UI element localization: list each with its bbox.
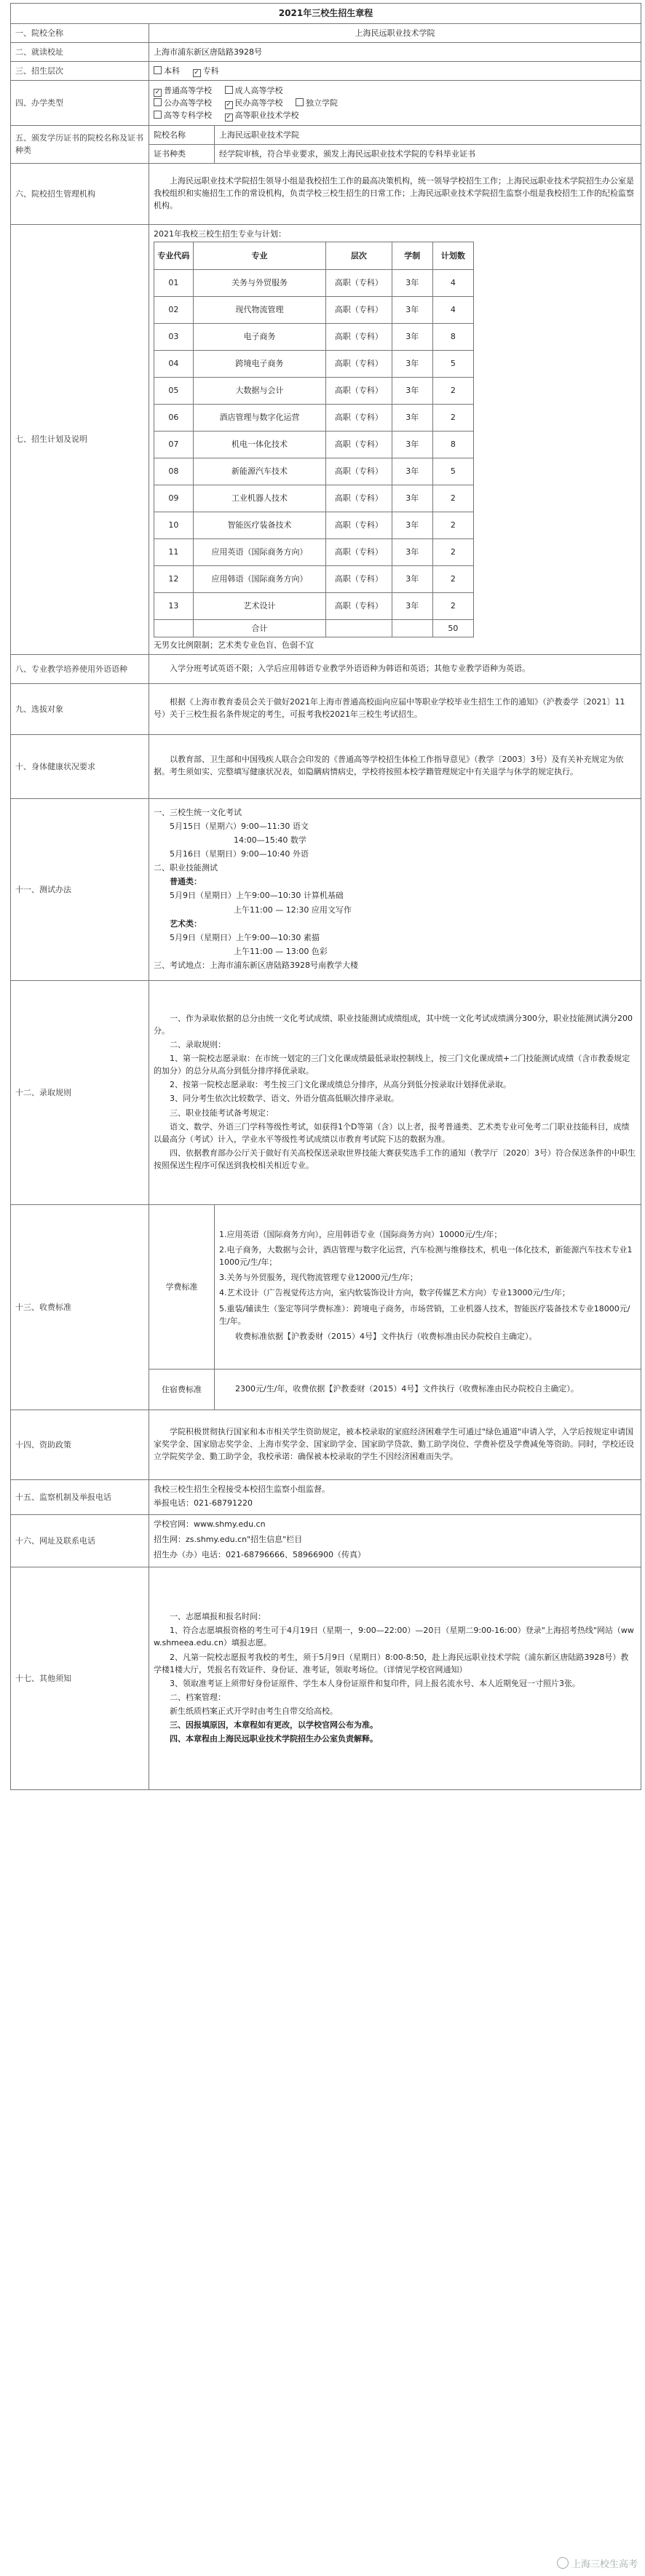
value-language: 入学分班考试英语不限；入学后应用韩语专业教学外语语种为韩语和英语；其他专业教学语种为英语。 [149,654,641,683]
plan-code: 05 [154,377,194,404]
plan-row [154,512,474,538]
test-d4b: 上午11:00 — 13:00 色彩 [234,946,328,956]
test-d2: 5月16日（星期日）9:00—10:40 外语 [170,849,309,859]
plan-major: 酒店管理与数字化运营 [193,404,325,431]
option-public: 公办高等学校 [154,97,212,109]
contact-admission-site: 招生网：zs.shmy.edu.cn"招生信息"栏目 [154,1535,303,1545]
plan-years: 3年 [392,377,432,404]
plan-level: 高职（专科） [326,592,392,619]
test-h2: 二、职业技能测试 [154,863,218,873]
checkbox-college: ✓ [194,68,199,76]
plan-row [154,458,474,485]
label-target: 九、选拔对象 [11,683,149,734]
test-art: 艺术类： [170,918,202,929]
sub-cert-type: 证书种类 [149,144,215,163]
row-health [11,734,641,798]
plan-level: 高职（专科） [326,512,392,538]
plan-level: 高职（专科） [326,404,392,431]
plan-code: 07 [154,431,194,458]
type-row-3 [154,109,636,122]
plan-col-level: 层次 [326,242,392,269]
plan-code: 01 [154,269,194,296]
plan-row [154,377,474,404]
label-test: 十一、测试办法 [11,798,149,980]
plan-major: 智能医疗装备技术 [193,512,325,538]
plan-table [154,242,474,637]
test-h3: 三、考试地点：上海市浦东新区唐陆路3928号南教学大楼 [154,960,358,970]
value-contact [149,1514,641,1567]
plan-quota: 2 [432,485,473,512]
plan-row [154,350,474,377]
charter-table [10,3,641,1790]
plan-intro: 2021年我校三校生招生专业与计划： [154,228,286,239]
value-campus: 上海市浦东新区唐陆路3928号 [149,42,641,61]
option-regular: ✓ 普通高等学校 [154,85,212,96]
charter-document [10,3,641,1790]
plan-years: 3年 [392,565,432,592]
label-language: 八、专业教学培养使用外语语种 [11,654,149,683]
contact-phone: 招生办（办）电话：021-68796666、58966900（传真） [154,1550,365,1560]
row-campus [11,42,641,61]
plan-quota: 2 [432,565,473,592]
value-school-name: 上海民远职业技术学院 [149,23,641,42]
plan-row [154,592,474,619]
plan-row [154,485,474,512]
doc-title: 2021年三校生招生章程 [11,4,641,24]
value-supervision: 我校三校生招生全程接受本校招生监察小组监督。 举报电话：021-68791220 [149,1479,641,1514]
plan-years: 3年 [392,269,432,296]
test-d3b: 上午11:00 — 12:30 应用文写作 [234,905,352,915]
plan-quota: 8 [432,431,473,458]
label-admin: 六、院校招生管理机构 [11,163,149,224]
plan-header-row [154,242,474,269]
row-plan [11,224,641,654]
row-test [11,798,641,980]
row-target [11,683,641,734]
plan-level: 高职（专科） [326,565,392,592]
plan-code: 08 [154,458,194,485]
row-language [11,654,641,683]
row-certificate-1 [11,125,641,144]
value-admin: 上海民远职业技术学院招生领导小组是我校招生工作的最高决策机构，统一领导学校招生工作；上海民远职业技术学院招生办公室是我校组织和实施招生工作的常设机构，负责学校三校生招生的日常工作；上海民远职业技术学院招生监察小组是我校招生工作的纪检监察机构。 [149,163,641,224]
plan-years: 3年 [392,323,432,350]
label-school-name: 一、院校全称 [11,23,149,42]
report-phone: 举报电话：021-68791220 [154,1498,253,1508]
plan-major: 关务与外贸服务 [193,269,325,296]
plan-quota: 4 [432,269,473,296]
plan-row [154,269,474,296]
value-admission: 一、作为录取依据的总分由统一文化考试成绩、职业技能测试成绩组成，其中统一文化考试成绩满分300分，职业技能测试满分200分。 二、录取规则： 1、第一院校志愿录取：在市统一划定的三门文化课成绩最低录取控制线上，按三门文化课成绩+二门技能测试成绩（含市教委规定的加分）的总分从高分到低分排序择优录取。 2、按第一院校志愿录取：考生按三门文化课成绩总分排序，从高分到低分按录取计划择优录取。 3、同分考生依次比较数学、语文、外语分值高低顺次排序录取。 三、职业技能考试备考规定： 语文、数学、外语三门学科等级性考试，如获得1个D等第（含）以上者，报考普通类、艺术类专业可免考二门职业技能科目，成绩以最高分（考试）计入，学业水平等级性考试成绩以市教育考试院下达的数据为准。 四、依据教育部办公厅关于做好有关高校保送录取世界技能大赛获奖选手工作的通知（教学厅〔2020〕3号）符合保送条件的中职生按照保送生程序可保送到我校相关相近专业。 [149,980,641,1204]
plan-major: 大数据与会计 [193,377,325,404]
plan-row [154,404,474,431]
label-fee: 十三、收费标准 [11,1204,149,1410]
plan-code: 06 [154,404,194,431]
label-health: 十、身体健康状况要求 [11,734,149,798]
checkbox-vocational: ✓ [226,113,232,121]
plan-col-years: 学制 [392,242,432,269]
plan-total-label: 合计 [193,619,325,637]
plan-level: 高职（专科） [326,323,392,350]
row-school-name [11,23,641,42]
row-admin [11,163,641,224]
label-level: 三、招生层次 [11,61,149,80]
row-supervision [11,1479,641,1514]
value-cert-school: 上海民远职业技术学院 [215,125,641,144]
row-contact [11,1514,641,1567]
plan-years: 3年 [392,350,432,377]
plan-quota: 2 [432,538,473,565]
option-bachelor: 本科 [154,65,180,77]
plan-years: 3年 [392,296,432,323]
plan-code: 02 [154,296,194,323]
plan-level: 高职（专科） [326,538,392,565]
plan-level: 高职（专科） [326,485,392,512]
plan-level: 高职（专科） [326,431,392,458]
plan-code: 11 [154,538,194,565]
plan-level: 高职（专科） [326,458,392,485]
plan-years: 3年 [392,431,432,458]
row-aid [11,1410,641,1479]
plan-quota: 2 [432,404,473,431]
label-contact: 十六、网址及联系电话 [11,1514,149,1567]
plan-years: 3年 [392,512,432,538]
value-test [149,798,641,980]
plan-level: 高职（专科） [326,296,392,323]
value-aid: 学院积极贯彻执行国家和本市相关学生资助规定，被本校录取的家庭经济困难学生可通过"绿色通道"申请入学，入学后按规定申请国家奖学金、国家励志奖学金、上海市奖学金、国家助学金、国家助学贷款、勤工助学岗位、学费补偿及学费减免等资助。同时，学校还设立学院奖学金、勤工助学金，我校承诺：确保被本校录取的学生不因经济困难而失学。 [149,1410,641,1479]
fee-dorm-label: 住宿费标准 [149,1369,215,1410]
plan-quota: 8 [432,323,473,350]
plan-major: 应用英语（国际商务方向） [193,538,325,565]
level-options [149,61,641,80]
plan-quota: 2 [432,592,473,619]
plan-code: 10 [154,512,194,538]
plan-quota: 4 [432,296,473,323]
title-row [11,4,641,24]
option-independent: 独立学院 [296,97,338,109]
checkbox-private: ✓ [226,100,232,108]
type-row-2 [154,97,636,109]
checkbox-independent [296,98,304,106]
plan-code: 04 [154,350,194,377]
plan-major: 工业机器人技术 [193,485,325,512]
plan-row [154,538,474,565]
option-adult: 成人高等学校 [225,84,283,97]
plan-major: 跨境电子商务 [193,350,325,377]
plan-quota: 2 [432,377,473,404]
label-plan: 七、招生计划及说明 [11,224,149,654]
plan-years: 3年 [392,458,432,485]
plan-row [154,323,474,350]
option-private: ✓ 民办高等学校 [226,98,283,108]
value-cert-type: 经学院审核，符合毕业要求，颁发上海民远职业技术学院的专科毕业证书 [215,144,641,163]
checkbox-public [154,98,162,106]
row-other [11,1567,641,1790]
option-vocational: ✓ 高等职业技术学校 [226,110,299,121]
plan-row [154,565,474,592]
label-supervision: 十五、监察机制及举报电话 [11,1479,149,1514]
plan-note: 无男女比例限制；艺术类专业色盲、色弱不宜 [154,640,314,650]
value-health: 以教育部、卫生部和中国残疾人联合会印发的《普通高等学校招生体检工作指导意见》（教学〔2003〕3号）及有关补充规定为依据。考生须如实、完整填写健康状况表，如隐瞒病情病史，学校将按照本校学籍管理规定中有关退学与休学的规定执行。 [149,734,641,798]
plan-major: 艺术设计 [193,592,325,619]
test-d1: 5月15日（星期六）9:00—11:30 语文 [170,822,309,832]
label-admission: 十二、录取规则 [11,980,149,1204]
row-level [11,61,641,80]
checkbox-bachelor [154,66,162,74]
plan-code: 13 [154,592,194,619]
label-school-type: 四、办学类型 [11,80,149,125]
type-row-1 [154,84,636,97]
plan-years: 3年 [392,538,432,565]
test-d4: 5月9日（星期日）上午9:00—10:30 素描 [170,932,320,942]
plan-quota: 2 [432,512,473,538]
plan-major: 应用韩语（国际商务方向） [193,565,325,592]
plan-quota: 5 [432,458,473,485]
checkbox-junior-college [154,111,162,119]
plan-body [154,269,474,619]
value-other: 一、志愿填报和报名时间： 1、符合志愿填报资格的考生可于4月19日（星期一，9:00—22:00）—20日（星期二9:00-16:00）登录"上海招考热线"网站（www.shmeea.edu.cn）填报志愿。 2、凡第一院校志愿报考我校的考生，须于5月9日（星期日）8:00-8:50，赴上海民远职业技术学院（浦东新区唐陆路3928号）教学楼1楼大厅，凭报名有效证件、身份证、准考证，领取考场位。（详情见学校官网通知） 3、领取准考证上须带好身份证原件、学生本人身份证原件和复印件，同上报名流水号、本人近期免冠一寸照片3张。 二、档案管理： 新生纸质档案正式开学时由考生自带交给高校。 三、因报填原因，本章程如有更改，以学校官网公布为准。 四、本章程由上海民远职业技术学院招生办公室负责解释。 [149,1567,641,1790]
wechat-icon [557,2557,569,2569]
fee-tuition-value: 1.应用英语（国际商务方向），应用韩语专业（国际商务方向）10000元/生/年； 2.电子商务，大数据与会计，酒店管理与数字化运营，汽车检测与维修技术，机电一体化技术，新能源汽车技术专业11000元/生/年； 3.关务与外贸服务，现代物流管理专业12000元/生/年； 4.艺术设计（广告视觉传达方向，室内软装饰设计方向，数字传媒艺术方向）专业13000元/生/年； 5.重装/辅读生（鉴定等同学费标准）：跨境电子商务，市场营销，工业机器人技术，智能医疗装备技术专业18000元/生/年。 收费标准依据【沪教委财（2015）4号】文件执行（收费标准由民办院校自主确定）。 [215,1204,641,1369]
label-other: 十七、其他须知 [11,1567,149,1790]
fee-dorm-value: 2300元/生/年，收费依据【沪教委财（2015）4号】文件执行（收费标准由民办院校自主确定）。 [215,1369,641,1410]
watermark: 上海三校生高考 [557,2556,638,2570]
sub-school: 院校名称 [149,125,215,144]
test-d1b: 14:00—15:40 数学 [234,835,306,846]
label-aid: 十四、资助政策 [11,1410,149,1479]
plan-code: 09 [154,485,194,512]
plan-major: 现代物流管理 [193,296,325,323]
plan-code: 03 [154,323,194,350]
plan-total-row [154,619,474,637]
plan-cell [149,224,641,654]
checkbox-adult [225,86,233,94]
option-college: ✓ 专科 [194,65,219,76]
row-admission [11,980,641,1204]
plan-years: 3年 [392,592,432,619]
plan-major: 电子商务 [193,323,325,350]
plan-row [154,296,474,323]
plan-level: 高职（专科） [326,377,392,404]
plan-level: 高职（专科） [326,350,392,377]
row-fee-tuition [11,1204,641,1369]
plan-quota: 5 [432,350,473,377]
test-common: 普通类： [170,877,202,887]
plan-years: 3年 [392,404,432,431]
plan-col-major: 专业 [193,242,325,269]
plan-major: 机电一体化技术 [193,431,325,458]
plan-code: 12 [154,565,194,592]
test-d3: 5月9日（星期日）上午9:00—10:30 计算机基础 [170,891,344,901]
option-junior-college: 高等专科学校 [154,109,212,122]
checkbox-regular: ✓ [154,88,161,96]
plan-total-value: 50 [432,619,473,637]
label-certificate: 五、颁发学历证书的院校名称及证书种类 [11,125,149,163]
test-h1: 一、三校生统一文化考试 [154,808,242,818]
plan-row [154,431,474,458]
plan-col-code: 专业代码 [154,242,194,269]
school-type-options [149,80,641,125]
row-school-type [11,80,641,125]
plan-col-quota: 计划数 [432,242,473,269]
value-target: 根据《上海市教育委员会关于做好2021年上海市普通高校面向应届中等职业学校毕业生招生工作的通知》（沪教委学〔2021〕11号）关于三校生报名条件规定的考生，可报考我校2021年三校生考试招生。 [149,683,641,734]
plan-level: 高职（专科） [326,269,392,296]
plan-major: 新能源汽车技术 [193,458,325,485]
fee-tuition-label: 学费标准 [149,1204,215,1369]
label-campus: 二、就读校址 [11,42,149,61]
plan-years: 3年 [392,485,432,512]
contact-website: 学校官网：www.shmy.edu.cn [154,1519,266,1529]
